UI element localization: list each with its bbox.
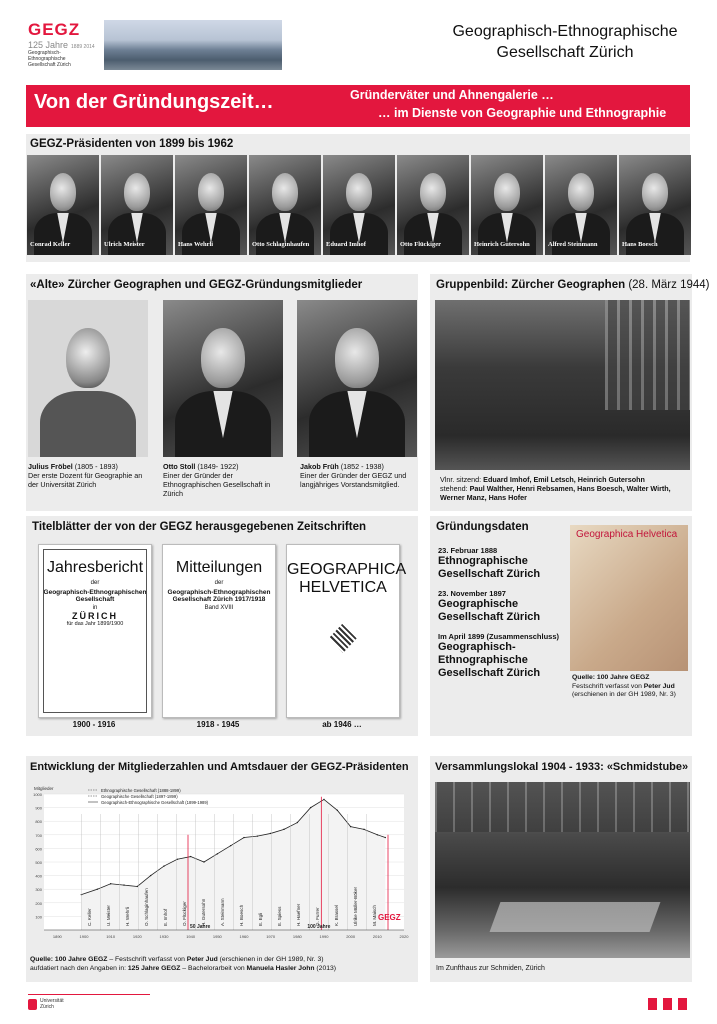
founders-title: «Alte» Zürcher Geographen und GEGZ-Gründungsmitglieder — [30, 279, 363, 291]
legend-entry: Geographische Gesellschaft (1897-1899) — [101, 794, 178, 799]
cover-line4: Gesellschaft Zürich 1917/1918 — [172, 596, 266, 603]
founding-source-text: Festschrift verfasst von — [572, 682, 644, 690]
president-term-label: C. Keller — [86, 908, 92, 926]
banner-line1: Gründerväter und Ahnengalerie … — [350, 88, 554, 102]
cover-line5: Band XVIII — [204, 605, 234, 611]
y-tick-label: 700 — [35, 832, 42, 838]
x-tick-label: 2010 — [372, 934, 382, 939]
members-point — [177, 859, 178, 860]
y-tick-label: 300 — [35, 887, 42, 893]
cover-line1: Jahresbericht — [46, 559, 144, 576]
red-mark-icon — [648, 998, 657, 1010]
founding-entry — [438, 632, 568, 680]
president-portrait — [175, 155, 247, 255]
founder-years: (1805 - 1893) — [72, 462, 118, 471]
x-tick-label: 1920 — [132, 934, 142, 939]
red-banner — [26, 85, 690, 127]
founder-years: (1852 - 1938) — [338, 462, 384, 471]
x-tick-label: 1900 — [79, 934, 89, 939]
logo-range: 1889 2014 — [71, 44, 95, 50]
founder-name: Jakob Früh — [300, 462, 339, 471]
president-name: Ulrich Meister — [104, 241, 145, 248]
banner-line2: … im Dienste von Geographie und Ethnographie — [378, 106, 667, 120]
president-name: Alfred Steinmann — [548, 241, 598, 248]
founding-list — [438, 546, 568, 688]
members-point — [217, 853, 218, 854]
gegz-logo — [28, 20, 108, 70]
founding-date: 23. November 1897 — [438, 589, 506, 598]
founder-caption — [28, 462, 146, 489]
cover-line2: der — [214, 580, 224, 586]
president-term-label: A. Steinmann — [219, 898, 225, 926]
x-tick-label: 1980 — [292, 934, 302, 939]
president-term-label: O. Flückiger — [181, 901, 187, 926]
marker-100-label: 100 Jahre — [307, 924, 331, 930]
members-point — [257, 835, 258, 836]
members-source-author: Peter Jud — [186, 956, 218, 963]
x-tick-label: 1960 — [239, 934, 249, 939]
members-point — [230, 845, 231, 846]
journal-period-label: 1900 - 1916 — [72, 720, 116, 729]
founder-name: Otto Stoll — [163, 462, 196, 471]
uzh-seal-icon — [28, 999, 37, 1010]
marker-50-label: 50 Jahre — [190, 924, 211, 930]
book-title: Geographica Helvetica — [576, 529, 678, 540]
globe-emblem-icon — [329, 623, 357, 653]
y-tick-label: 200 — [35, 900, 42, 906]
group-seated-label: Vlnr. sitzend: — [440, 475, 484, 484]
members-point — [190, 856, 191, 857]
journals-title: Titelblätter der von der GEGZ herausgegebenen Zeitschriften — [32, 521, 366, 533]
y-tick-label: 800 — [35, 819, 42, 825]
logo-text: GEGZ — [28, 20, 81, 39]
society-title-line1: Geographisch-Ethnographische — [452, 23, 678, 40]
president-name: Hans Wehrli — [178, 241, 214, 248]
president-name: Conrad Keller — [30, 241, 71, 248]
cover-line5: in — [92, 605, 98, 611]
founding-source-tail: (erschienen in der GH 1989, Nr. 3) — [572, 691, 676, 698]
founding-society: Geographisch-Ethnographische Gesellschaft Zürich — [438, 641, 541, 679]
x-tick-label: 1990 — [319, 934, 329, 939]
members-point — [385, 837, 386, 838]
red-mark-icon — [663, 998, 672, 1010]
founding-society: Geographische Gesellschaft Zürich — [438, 598, 541, 623]
founding-source-title: Quelle: 100 Jahre GEGZ — [572, 674, 650, 681]
members-source-title: Quelle: 100 Jahre GEGZ — [30, 956, 108, 963]
x-tick-label: 1930 — [159, 934, 169, 939]
journal-period-label: ab 1946 … — [322, 720, 362, 729]
members-point — [310, 807, 311, 808]
president-portrait — [397, 155, 469, 255]
cover-line2: HELVETICA — [299, 579, 387, 596]
x-tick-label: 2020 — [399, 934, 409, 939]
members-chart — [26, 780, 418, 950]
x-tick-label: 1970 — [266, 934, 276, 939]
zurich-panorama-image — [104, 20, 282, 70]
banner-main-title: Von der Gründungszeit… — [34, 91, 274, 113]
members-point — [150, 875, 151, 876]
members-update-text: aufdatiert nach den Angaben in: — [30, 965, 128, 972]
legend-entry: Geographisch-Ethnographische Gesellschaft (1899-1989) — [101, 800, 209, 805]
members-point — [110, 883, 111, 884]
members-point — [350, 826, 351, 827]
founding-date: 23. Februar 1888 — [438, 546, 498, 555]
x-tick-label: 1940 — [186, 934, 196, 939]
founding-title: Gründungsdaten — [436, 521, 529, 533]
group-seated-names: Eduard Imhof, Emil Letsch, Heinrich Gutersohn — [483, 475, 645, 484]
group-photo-caption — [440, 475, 690, 502]
president-portrait — [471, 155, 543, 255]
cover-line1: GEOGRAPHICA — [287, 561, 407, 578]
members-update-author: Manuela Hasler John — [246, 965, 315, 972]
president-name: Hans Boesch — [622, 241, 658, 248]
members-point — [163, 865, 164, 866]
cover-line3: Geographisch-Ethnographischen — [167, 589, 271, 596]
society-title — [420, 21, 710, 63]
presidents-title: GEGZ-Präsidenten von 1899 bis 1962 — [30, 138, 234, 150]
members-source-pub: (erschienen in der GH 1989, Nr. 3) — [217, 956, 324, 963]
x-tick-label: 1910 — [106, 934, 116, 939]
y-tick-label: 400 — [35, 873, 42, 879]
members-point — [363, 829, 364, 830]
president-term-label: H. Wehrli — [124, 907, 130, 926]
venue-caption: Im Zunfthaus zur Schmiden, Zürich — [436, 965, 545, 972]
founder-years: (1849- 1922) — [195, 462, 239, 471]
group-photo-title-text: Gruppenbild: Zürcher Geographen — [436, 279, 626, 291]
president-term-label: H. Haefner — [295, 903, 301, 926]
president-portrait — [27, 155, 99, 255]
y-tick-label: 900 — [35, 805, 42, 811]
uzh-logo-text: Universität Zürich — [40, 998, 64, 1010]
members-title: Entwicklung der Mitgliederzahlen und Amtsdauer der GEGZ-Präsidenten — [30, 761, 409, 773]
members-point — [337, 810, 338, 811]
cover-line7: für das Jahr 1899/1900 — [66, 621, 124, 627]
president-term-label: M. Maisch — [371, 905, 377, 926]
members-point — [243, 837, 244, 838]
president-portrait — [249, 155, 321, 255]
group-standing-names: Paul Walther, Henri Rebsamen, Hans Boesch, Walter Wirth, Werner Manz, Hans Hofer — [440, 484, 671, 502]
group-standing-label: stehend: — [440, 484, 470, 493]
founder-caption — [300, 462, 418, 489]
president-name: Eduard Imhof — [326, 241, 366, 248]
x-tick-label: 2000 — [346, 934, 356, 939]
cover-line3: Geographisch-Ethnographischen — [43, 589, 147, 596]
members-update-mid: – Bachelorarbeit von — [180, 965, 247, 972]
members-point — [283, 829, 284, 830]
geographica-helvetica-book — [570, 525, 688, 671]
president-portrait — [101, 155, 173, 255]
members-source — [30, 955, 418, 973]
founder-name: Julius Fröbel — [28, 462, 73, 471]
president-term-label: E. Imhof — [162, 908, 168, 926]
x-tick-label: 1890 — [52, 934, 62, 939]
president-term-label: K. Brassel — [333, 905, 339, 926]
founding-source — [572, 674, 690, 700]
members-point — [137, 886, 138, 887]
group-photo-date: (28. März 1944) — [625, 279, 710, 291]
president-name: Heinrich Gutersohn — [474, 241, 530, 248]
founding-entry — [438, 546, 568, 581]
president-term-label: H. Gutersohn — [200, 898, 206, 926]
members-update-title: 125 Jahre GEGZ — [127, 965, 181, 972]
president-term-label: Ulrike Müller-Böker — [352, 886, 358, 926]
founding-date: Im April 1899 (Zusammenschluss) — [438, 632, 560, 641]
president-name: Otto Flückiger — [400, 241, 441, 248]
cover-line6: ZÜRICH — [72, 611, 118, 621]
journal-cover — [38, 544, 152, 718]
cover-line4: Gesellschaft — [75, 596, 115, 603]
portrait-jakob-frueh — [297, 300, 417, 457]
y-tick-label: 100 — [35, 914, 42, 920]
uzh-logo — [28, 998, 70, 1010]
members-point — [203, 861, 204, 862]
y-tick-label: 600 — [35, 846, 42, 852]
society-title-line2: Gesellschaft Zürich — [496, 44, 634, 61]
cover-line2: der — [90, 580, 100, 586]
founder-description: Der erste Dozent für Geographie an der Universität Zürich — [28, 471, 143, 489]
founder-description: Einer der Gründer der Ethnographischen Gesellschaft in Zürich — [163, 471, 271, 498]
members-point — [323, 799, 324, 800]
founding-source-author: Peter Jud — [643, 682, 675, 690]
logo-years: 125 Jahre — [28, 40, 69, 50]
cover-line1: Mitteilungen — [175, 559, 263, 576]
journal-cover — [286, 544, 407, 718]
founder-caption — [163, 462, 281, 498]
y-axis-label: Mitglieder — [34, 786, 54, 791]
venue-title: Versammlungslokal 1904 - 1933: «Schmidstube» — [435, 761, 689, 773]
founding-entry — [438, 589, 568, 624]
schmidstube-photo — [435, 782, 690, 958]
journal-cover — [162, 544, 276, 718]
president-term-label: G. Furrer — [314, 907, 320, 926]
members-point — [123, 884, 124, 885]
portrait-julius-froebel — [28, 300, 148, 457]
president-term-label: E. Egli — [257, 912, 263, 926]
members-point — [297, 822, 298, 823]
president-portrait — [323, 155, 395, 255]
members-update-year: (2013) — [314, 965, 337, 972]
x-tick-label: 1950 — [212, 934, 222, 939]
y-tick-label: 1000 — [33, 792, 42, 797]
red-mark-icon — [678, 998, 687, 1010]
president-name: Otto Schlaginhaufen — [252, 241, 310, 248]
gegz-mark: GEGZ — [378, 913, 401, 922]
footer-line — [28, 994, 150, 995]
footer-red-marks — [648, 998, 687, 1010]
group-photo-title — [436, 279, 710, 291]
portrait-otto-stoll — [163, 300, 283, 457]
founder-description: Einer der Gründer der GEGZ und langjähriges Vorstandsmitglied. — [300, 471, 407, 489]
president-term-label: U. Meister — [105, 905, 111, 926]
group-photo-image — [435, 300, 690, 470]
president-term-label: E. Spiess — [276, 906, 282, 926]
president-term-label: H. Boesch — [238, 904, 244, 926]
journal-period-label: 1918 - 1945 — [196, 720, 240, 729]
members-source-text: – Festschrift verfasst von — [107, 956, 187, 963]
president-portrait — [545, 155, 617, 255]
members-point — [377, 834, 378, 835]
members-point — [97, 889, 98, 890]
y-tick-label: 500 — [35, 860, 42, 865]
president-term-label: O. Schlaginhaufen — [143, 888, 149, 926]
founding-society: Ethnographische Gesellschaft Zürich — [438, 555, 541, 580]
logo-subtitle: Geographisch-Ethnographische Gesellschaft Zürich — [28, 50, 71, 68]
legend-entry: Ethnographische Gesellschaft (1888-1899) — [101, 788, 181, 793]
president-portrait — [619, 155, 691, 255]
